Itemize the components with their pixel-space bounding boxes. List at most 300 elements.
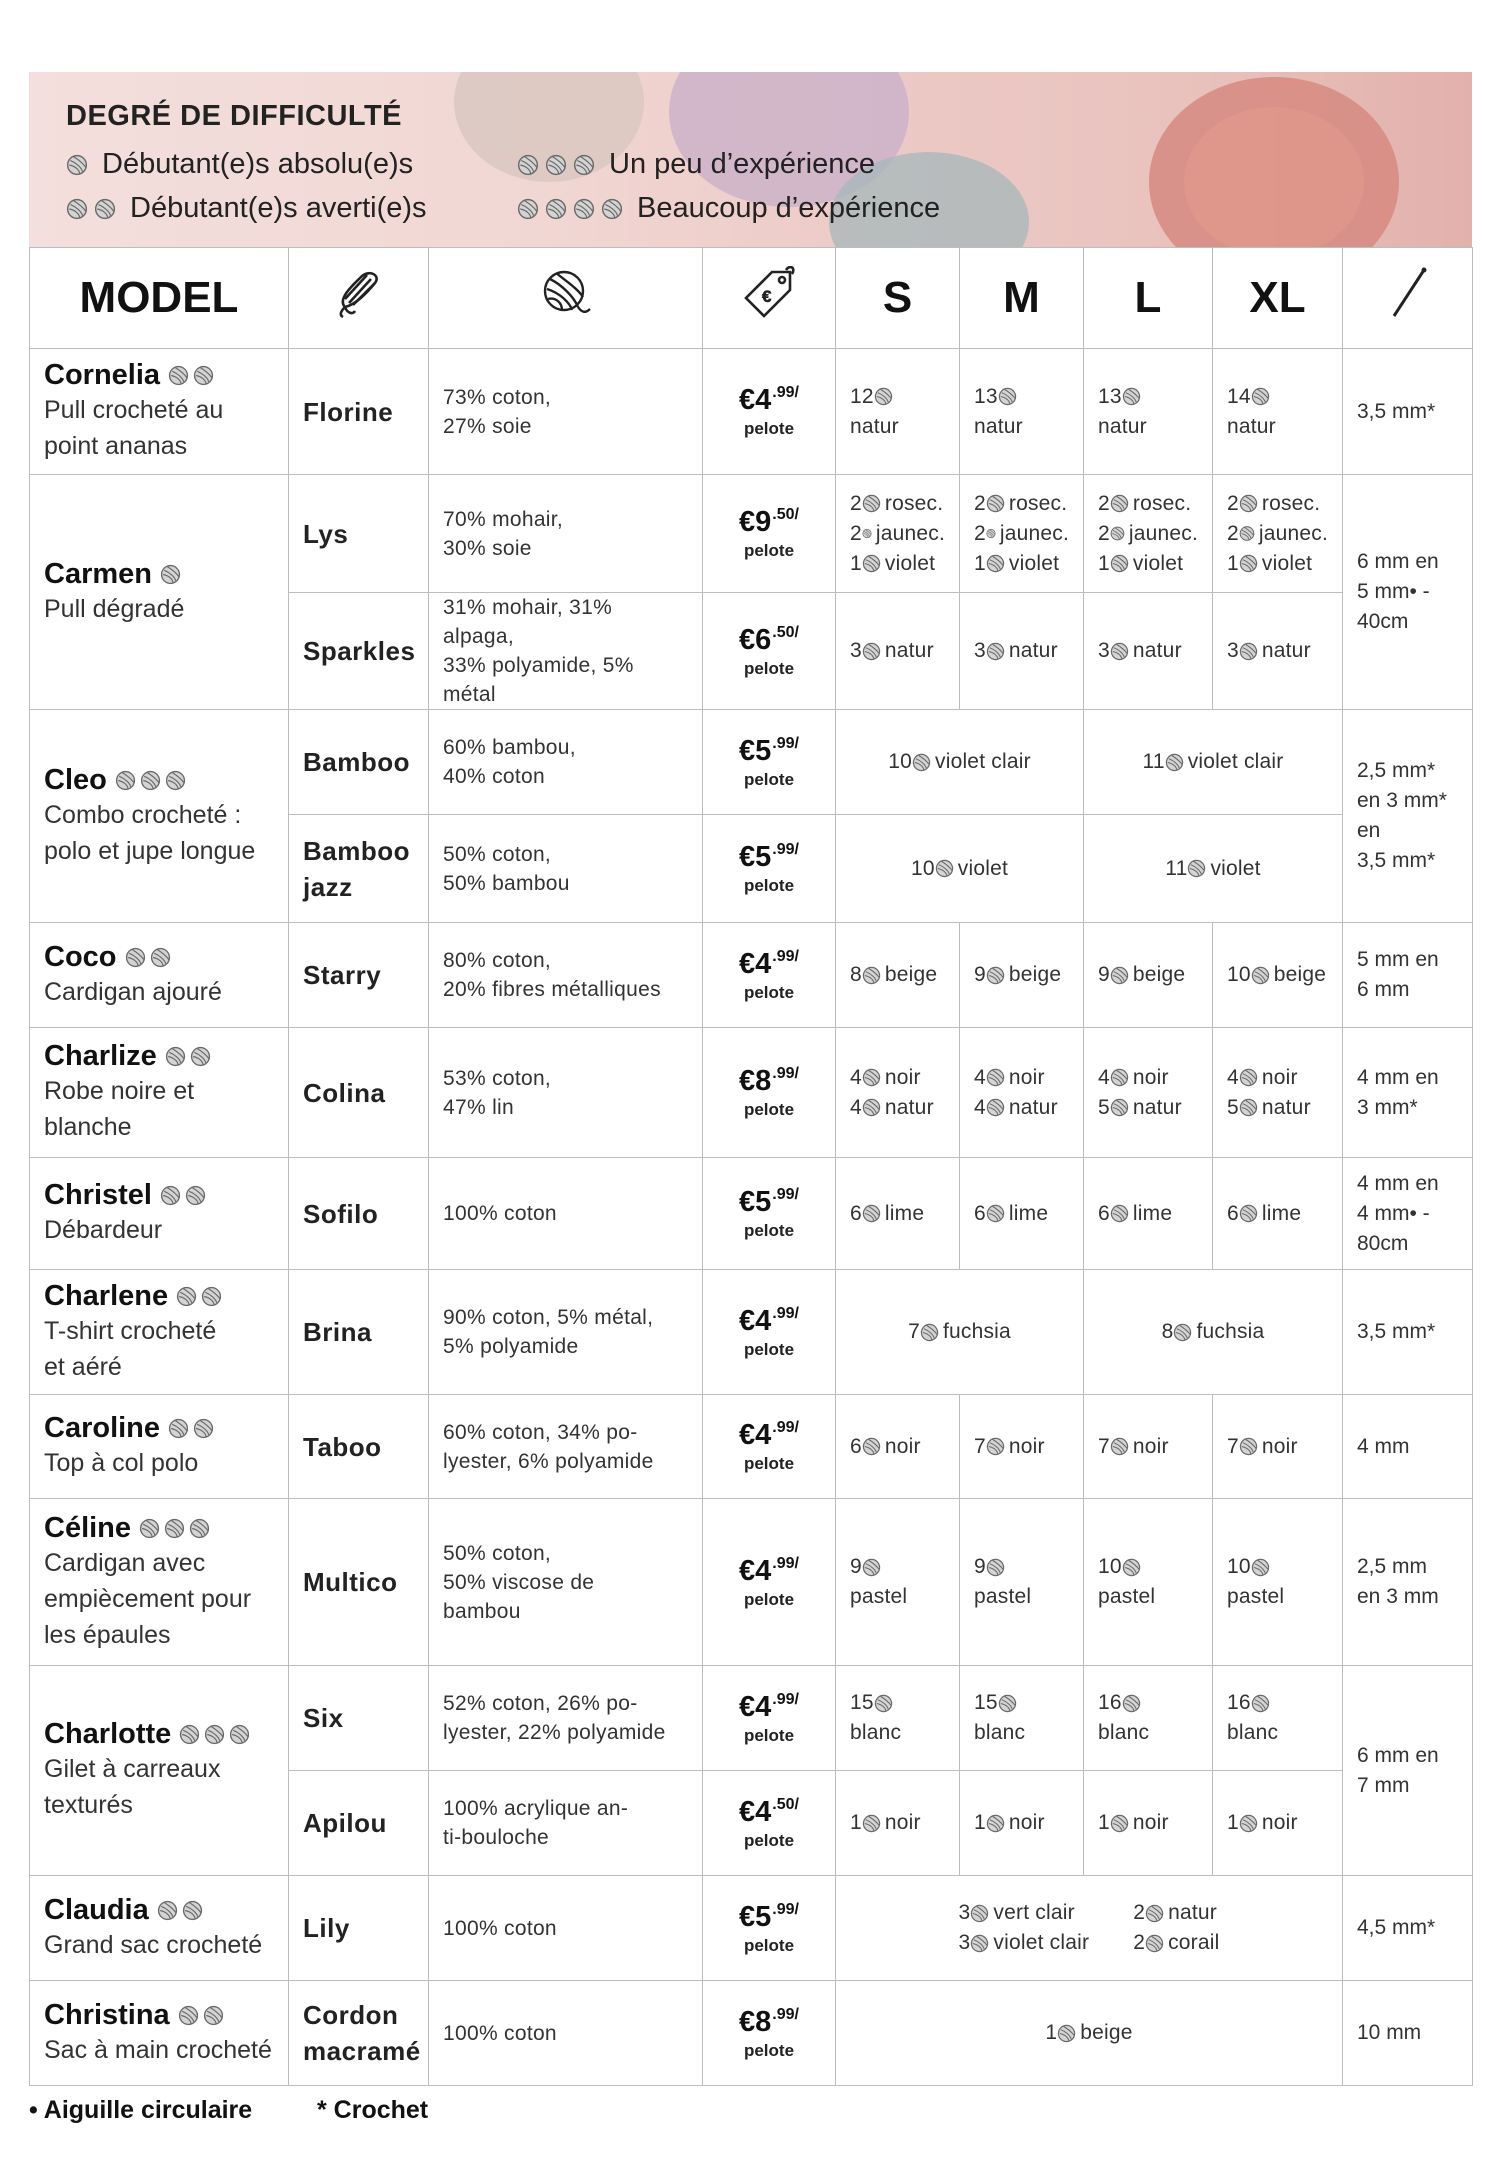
col-needle (1343, 248, 1473, 349)
yarn-ball-icon (1110, 1814, 1129, 1833)
ball-count: 9 (1098, 963, 1110, 986)
size-quantity-cell (1213, 1666, 1343, 1771)
model-cell (30, 1666, 289, 1876)
needle-size-cell: 2,5 mm* en 3 mm* en 3,5 mm* (1343, 710, 1473, 923)
yarn-ball-icon (190, 1046, 211, 1067)
quantity-line (1098, 1808, 1198, 1838)
model-description: Sac à main crocheté (44, 2035, 272, 2064)
difficulty-legend-banner (29, 72, 1472, 247)
yarn-ball-icons (66, 154, 88, 176)
composition: 100% coton (443, 2021, 557, 2045)
yarn-ball-icon (1110, 1437, 1129, 1456)
quantity-line (1098, 519, 1198, 549)
model-description: Pull dégradé (44, 594, 185, 623)
quantity-line (1227, 1718, 1328, 1748)
ball-count: 6 (850, 1434, 862, 1458)
ball-count: 3 (1098, 639, 1110, 662)
size-quantity-cell (1084, 923, 1213, 1028)
composition: 53% coton, 47% lin (443, 1066, 552, 1119)
yarn-ball-icon (179, 1724, 200, 1745)
color-name: vert clair (993, 1901, 1075, 1924)
footer-crochet: * Crochet (317, 2096, 429, 2124)
price: $€4^{.99/}$ (739, 384, 799, 416)
yarn-ball-icon (189, 1518, 210, 1539)
price-unit: pelote (743, 1935, 795, 1955)
yarn-ball-icon (165, 1046, 186, 1067)
size-quantity-cell (1084, 710, 1343, 815)
composition-cell (429, 475, 703, 593)
yarn-ball-icon (1110, 642, 1129, 661)
ball-count: 5 (1098, 1095, 1110, 1119)
price: $€8^{.99/}$ (739, 2005, 799, 2038)
size-quantity-cell (836, 923, 960, 1028)
composition: 80% coton, 20% fibres métalliques (443, 949, 661, 1001)
size-quantity-cell (1213, 1028, 1343, 1158)
ball-count: 2 (1133, 1931, 1146, 1954)
quantity-line (1098, 1199, 1198, 1229)
yarn-name-cell (289, 710, 429, 815)
model-cell (30, 1981, 289, 2086)
quantity-line (1227, 1688, 1328, 1718)
model-name: Charlene (44, 1280, 274, 1313)
quantity-line (1227, 1552, 1328, 1582)
quantity-line (974, 1093, 1069, 1123)
model-name: Cornelia (44, 359, 274, 392)
model-cell (30, 1876, 289, 1981)
yarn-ball-icon (66, 198, 88, 220)
color-name: blanc (1227, 1721, 1279, 1744)
price-unit: pelote (743, 2040, 795, 2060)
yarn-ball-icon (1122, 1558, 1141, 1577)
ball-count: 10 (888, 750, 912, 773)
yarn-name: Bamboo (303, 747, 410, 777)
quantity-line (850, 854, 1069, 884)
model-description: Pull crocheté au point ananas (44, 396, 224, 460)
quantity-line (1227, 960, 1328, 990)
price: $€4^{.99/}$ (739, 947, 799, 980)
yarn-ball-icon (150, 947, 171, 968)
yarn-name: Starry (303, 960, 382, 990)
quantity-line (1133, 1898, 1219, 1928)
yarn-name: Sparkles (303, 636, 416, 666)
quantity-line (850, 960, 945, 990)
price-cell (703, 1028, 836, 1158)
table-row (30, 710, 1473, 815)
yarn-name-cell (289, 923, 429, 1028)
quantity-line (850, 382, 945, 412)
yarn-ball-icon (986, 966, 1005, 985)
price: $€4^{.50/}$ (739, 1795, 799, 1828)
quantity-line (959, 1928, 1090, 1958)
yarn-ball-icon (998, 1694, 1017, 1713)
yarn-ball-icon (986, 642, 1005, 661)
price-tag-icon (742, 266, 796, 320)
col-price (703, 248, 836, 349)
composition-cell (429, 710, 703, 815)
price-cell (703, 1981, 836, 2086)
price-unit: pelote (743, 876, 795, 895)
yarn-name: Multico (303, 1567, 398, 1597)
yarn-ball-icon (986, 554, 1005, 573)
color-name: pastel (974, 1585, 1032, 1608)
yarn-ball-icon (545, 198, 567, 220)
size-quantity-cell (836, 1158, 960, 1270)
color-name: noir (884, 1434, 921, 1458)
quantity-line (974, 1718, 1069, 1748)
size-quantity-cell (1084, 475, 1213, 593)
quantity-line (1227, 1432, 1328, 1462)
color-name: noir (884, 1811, 921, 1834)
price: $€5^{.99/}$ (739, 1900, 799, 1933)
price-cell (703, 593, 836, 710)
yarn-ball-icon (1187, 859, 1206, 878)
col-size-s: S (836, 248, 960, 349)
yarn-ball-icon (160, 1185, 181, 1206)
yarn-ball-icon (1110, 494, 1129, 513)
color-name: noir (1132, 1811, 1169, 1834)
price-cell (703, 1876, 836, 1981)
color-name: blanc (850, 1721, 902, 1744)
yarn-ball-icon (862, 642, 881, 661)
color-name: beige (1132, 963, 1186, 986)
composition: 52% coton, 26% po- lyester, 22% polyamide (443, 1692, 666, 1744)
size-quantity-cell (1084, 1270, 1343, 1395)
composition: 90% coton, 5% métal, 5% polyamide (443, 1306, 654, 1358)
size-quantity-cell (1213, 923, 1343, 1028)
yarn-name-cell (289, 593, 429, 710)
composition-cell (429, 1158, 703, 1270)
composition: 100% coton (443, 1916, 557, 1940)
model-description: Débardeur (44, 1216, 163, 1244)
price-unit: pelote (743, 419, 795, 438)
needle-size-cell: 4 mm (1343, 1395, 1473, 1499)
ball-count: 6 (850, 1201, 862, 1225)
yarn-name: Lily (303, 1913, 350, 1943)
ball-count: 1 (1227, 1811, 1239, 1834)
yarn-ball-icon (178, 2005, 199, 2026)
yarn-ball-icon (1251, 1558, 1270, 1577)
size-quantity-cell (1084, 1395, 1213, 1499)
model-cell (30, 1270, 289, 1395)
price-cell (703, 1395, 836, 1499)
size-quantity-cell (1213, 349, 1343, 475)
yarn-ball-icon (986, 1068, 1005, 1087)
ball-count: 2 (850, 521, 862, 545)
table-row (30, 1666, 1473, 1771)
ball-count: 6 (1227, 1201, 1239, 1225)
quantity-line (850, 1063, 945, 1093)
col-model: MODEL (30, 248, 289, 349)
needle-size-cell: 4,5 mm* (1343, 1876, 1473, 1981)
yarn-name-cell (289, 1981, 429, 2086)
quantity-line (1227, 519, 1328, 549)
size-quantity-cell (836, 1028, 960, 1158)
yarn-ball-icon (94, 198, 116, 220)
price-cell (703, 349, 836, 475)
size-quantity-cell (1084, 349, 1213, 475)
size-quantity-cell (836, 1876, 1343, 1981)
quantity-line (974, 382, 1069, 412)
composition-cell (429, 349, 703, 475)
yarn-ball-icons (517, 198, 623, 220)
price: $€8^{.99/}$ (739, 1065, 799, 1097)
quantity-line (1227, 1582, 1328, 1612)
quantity-line (974, 549, 1069, 579)
needle-icon (1386, 266, 1430, 320)
yarn-name-cell (289, 1270, 429, 1395)
yarn-ball-icon (862, 494, 881, 513)
ball-count: 6 (974, 1201, 986, 1225)
model-cell (30, 710, 289, 923)
composition: 100% coton (443, 1202, 557, 1225)
quantity-line (1098, 636, 1198, 666)
color-name: blanc (1098, 1721, 1150, 1744)
yarn-ball-icon (66, 154, 88, 176)
model-description: Cardigan ajouré (44, 977, 222, 1006)
price-unit: pelote (743, 982, 795, 1002)
ball-count: 2 (1227, 491, 1239, 515)
price: $€4^{.99/}$ (739, 1419, 799, 1451)
yarn-ball-icons (66, 198, 116, 220)
color-name: violet clair (935, 750, 1031, 773)
quantity-line (1098, 382, 1198, 412)
table-row (30, 1499, 1473, 1666)
ball-count: 11 (1165, 856, 1188, 880)
needle-size-cell: 6 mm en 7 mm (1343, 1666, 1473, 1876)
quantity-line (1227, 1808, 1328, 1838)
yarn-ball-icon (115, 770, 136, 791)
yarn-ball-icon (1145, 1904, 1164, 1923)
ball-count: 8 (1161, 1320, 1174, 1343)
model-cell (30, 349, 289, 475)
color-name: fuchsia (1196, 1320, 1265, 1343)
yarn-name-cell (289, 1771, 429, 1876)
needle-size-cell: 3,5 mm* (1343, 349, 1473, 475)
difficulty-balls (176, 1286, 222, 1307)
color-name: noir (1261, 1811, 1298, 1834)
yarn-name: Taboo (303, 1431, 382, 1462)
color-name: violet (1261, 551, 1313, 575)
ball-count: 1 (974, 551, 986, 575)
difficulty-balls (168, 365, 214, 386)
price-unit: pelote (743, 541, 795, 560)
quantity-line (1227, 636, 1328, 666)
size-quantity-cell (836, 1395, 960, 1499)
color-name: blanc (974, 1721, 1026, 1744)
quantity-line (974, 1552, 1069, 1582)
yarn-ball-icon (986, 1098, 1005, 1117)
legend-title: DEGRÉ DE DIFFICULTÉ (66, 100, 403, 132)
yarn-ball-icon (1110, 524, 1125, 543)
yarn-ball-icon (874, 1694, 893, 1713)
composition: 50% coton, 50% viscose de bambou (443, 1541, 595, 1623)
model-name: Cleo (44, 764, 274, 797)
yarn-ball-icon (1173, 1323, 1192, 1342)
yarn-ball-icon (176, 1286, 197, 1307)
color-name: noir (1132, 1434, 1169, 1458)
size-quantity-cell (1084, 1771, 1213, 1876)
needle-size-cell: 4 mm en 3 mm* (1343, 1028, 1473, 1158)
size-quantity-cell (960, 1499, 1084, 1666)
ball-count: 2 (1227, 521, 1239, 545)
color-name: violet (957, 856, 1008, 880)
size-quantity-cell (1213, 1771, 1343, 1876)
composition: 70% mohair, 30% soie (443, 507, 564, 560)
quantity-line (850, 2018, 1328, 2048)
color-name: noir (1132, 1065, 1169, 1089)
composition: 31% mohair, 31% alpaga, 33% polyamide, 5% métal (443, 596, 634, 706)
quantity-line (850, 636, 945, 666)
color-name: lime (1261, 1201, 1302, 1225)
quantity-line (974, 489, 1069, 519)
yarn-name: Apilou (303, 1808, 387, 1838)
color-name: natur (1008, 639, 1058, 662)
price-cell (703, 1771, 836, 1876)
color-name: noir (1008, 1065, 1045, 1089)
color-name: corail (1168, 1931, 1220, 1954)
size-quantity-cell (960, 1666, 1084, 1771)
price-unit: pelote (743, 1454, 795, 1473)
yarn-ball-icon (140, 770, 161, 791)
yarn-ball-icon (874, 387, 893, 406)
yarn-name: Six (303, 1703, 344, 1733)
size-quantity-cell (1084, 1666, 1213, 1771)
ball-count: 4 (1227, 1065, 1239, 1089)
size-quantity-cell (1084, 1158, 1213, 1270)
size-quantity-cell (1213, 1158, 1343, 1270)
ball-count: 15 (850, 1691, 874, 1714)
color-name: violet (884, 551, 936, 575)
size-quantity-cell (1213, 1499, 1343, 1666)
price: $€5^{.99/}$ (739, 1186, 799, 1218)
difficulty-balls (165, 1046, 211, 1067)
table-row (30, 1270, 1473, 1395)
size-quantity-cell (836, 349, 960, 475)
yarn-ball-icon (160, 564, 181, 585)
quantity-line (974, 1432, 1069, 1462)
ball-count: 5 (1227, 1095, 1239, 1119)
difficulty-balls (168, 1418, 214, 1439)
size-quantity-cell (836, 593, 960, 710)
price-unit: pelote (743, 1221, 795, 1240)
ball-count: 14 (1227, 384, 1251, 408)
model-name: Christel (44, 1179, 274, 1212)
ball-count: 9 (974, 963, 986, 986)
model-name: Carmen (44, 558, 274, 591)
needle-size-cell: 5 mm en 6 mm (1343, 923, 1473, 1028)
color-name: beige (1080, 2021, 1133, 2044)
legend-level-1: Débutant(e)s absolu(e)s (66, 148, 413, 181)
size-quantity-cell (1084, 815, 1343, 923)
composition: 100% acrylique an- ti-bouloche (443, 1797, 629, 1849)
size-quantity-cell (1213, 475, 1343, 593)
color-name: natur (1132, 1095, 1182, 1119)
quantity-line (1098, 747, 1328, 777)
size-quantity-cell (960, 349, 1084, 475)
model-name: Christina (44, 1999, 274, 2032)
color-name: beige (884, 963, 938, 986)
yarn-skein-icon (331, 265, 387, 321)
yarn-ball-icon (1239, 554, 1258, 573)
model-description: Top à col polo (44, 1449, 199, 1477)
quantity-line (850, 489, 945, 519)
size-quantity-cell (836, 1270, 1084, 1395)
model-name: Charlize (44, 1040, 274, 1073)
price: $€6^{.50/}$ (739, 623, 799, 656)
size-quantity-cell (960, 593, 1084, 710)
yarn-ball-icon (862, 1437, 881, 1456)
ball-count: 4 (1098, 1065, 1110, 1089)
size-quantity-cell (1084, 593, 1213, 710)
yarn-ball-icon (1145, 1934, 1164, 1953)
yarn-ball-icon (573, 154, 595, 176)
legend-level-2: Débutant(e)s averti(e)s (66, 192, 427, 225)
table-row (30, 1158, 1473, 1270)
composition-cell (429, 593, 703, 710)
ball-count: 16 (1098, 1691, 1122, 1714)
composition: 60% coton, 34% po- lyester, 6% polyamide (443, 1420, 654, 1473)
needle-size-cell: 2,5 mm en 3 mm (1343, 1499, 1473, 1666)
color-name: noir (1008, 1434, 1045, 1458)
composition: 73% coton, 27% soie (443, 385, 552, 438)
price-unit: pelote (743, 1100, 795, 1119)
color-name: noir (1261, 1434, 1298, 1458)
yarn-ball-icon (193, 365, 214, 386)
color-name: beige (1008, 963, 1062, 986)
quantity-line (1098, 1552, 1198, 1582)
color-name: lime (884, 1201, 925, 1225)
difficulty-balls (125, 947, 171, 968)
quantity-line (1098, 489, 1198, 519)
yarn-name: Florine (303, 396, 394, 427)
quantity-line (1098, 1582, 1198, 1612)
yarn-ball-icon (862, 1098, 881, 1117)
color-name: jaunec. (1258, 521, 1328, 545)
color-name: natur (1227, 414, 1276, 438)
color-name: violet clair (1187, 750, 1284, 773)
color-name: natur (884, 1095, 934, 1119)
difficulty-balls (160, 564, 181, 585)
size-quantity-cell (836, 1981, 1343, 2086)
ball-count: 15 (974, 1691, 998, 1714)
model-cell (30, 1499, 289, 1666)
yarn-ball-icon (182, 1900, 203, 1921)
color-name: noir (1261, 1065, 1298, 1089)
yarn-ball-icon (193, 1418, 214, 1439)
yarn-ball-icon (1239, 1098, 1258, 1117)
model-cell (30, 1395, 289, 1499)
quantity-line (974, 1688, 1069, 1718)
ball-count: 4 (974, 1095, 986, 1119)
color-name: rosec. (1132, 491, 1192, 515)
needle-size-cell: 3,5 mm* (1343, 1270, 1473, 1395)
ball-count: 4 (974, 1065, 986, 1089)
yarn-ball-icon (986, 1814, 1005, 1833)
yarn-ball-icon (986, 494, 1005, 513)
yarn-ball-icon (1057, 2024, 1076, 2043)
ball-count: 7 (974, 1434, 986, 1458)
ball-count: 1 (1227, 551, 1239, 575)
yarn-ball-icon (1110, 966, 1129, 985)
model-name: Coco (44, 941, 274, 974)
yarn-ball-icon (862, 1814, 881, 1833)
ball-count: 4 (850, 1095, 862, 1119)
yarn-ball-icon (168, 365, 189, 386)
yarn-ball-icon (1165, 753, 1184, 772)
table-row (30, 475, 1473, 593)
yarn-ball-icon (998, 387, 1017, 406)
color-name: natur (1168, 1901, 1217, 1924)
